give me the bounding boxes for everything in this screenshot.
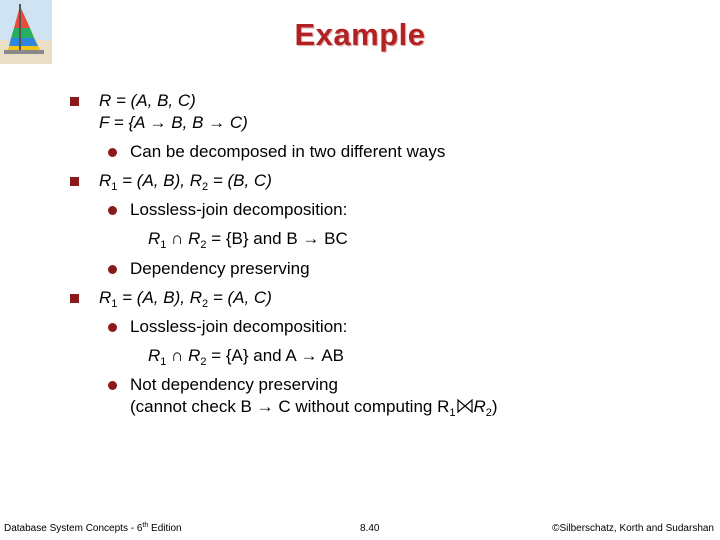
cannot-check-note: (cannot check B → C without computing $R_1$ $R_2$) [130, 397, 498, 419]
bullet-circle [108, 148, 117, 157]
bullet-circle [108, 381, 117, 390]
lossless-join-label: Lossless-join decomposition: [130, 200, 348, 219]
relation-schema: R = (A, B, C) [99, 91, 196, 110]
decomposition-1: $R_1 = (A$, B), $R_2 = (B$, C) [99, 171, 272, 193]
footer-course: Database System Concepts - 6th Edition [4, 522, 182, 534]
natural-join-icon [456, 398, 474, 414]
decomposition-note: Can be decomposed in two different ways [130, 142, 446, 161]
lossless-join-label: Lossless-join decomposition: [130, 317, 348, 336]
intersection-expression: $R_1$ ∩ $R_2 = \{A\}$ and A → AB [148, 346, 345, 368]
bullet-circle [108, 265, 117, 274]
bullet-square [70, 177, 79, 186]
footer-copyright: ©Silberschatz, Korth and Sudarshan [552, 523, 714, 534]
bullet-square [70, 97, 79, 106]
intersection-expression: $R_1$ ∩ $R_2 = \{B\}$ and B → BC [148, 229, 348, 251]
dependency-preserving-label: Dependency preserving [130, 259, 310, 278]
bullet-square [70, 294, 79, 303]
bullet-circle [108, 323, 117, 332]
bullet-circle [108, 206, 117, 215]
not-dependency-preserving-label: Not dependency preserving [130, 375, 338, 394]
decomposition-2: $R_1 = (A$, B), $R_2 = (A$, C) [99, 288, 272, 310]
functional-dependencies: F = {A → B, B → C) [99, 113, 248, 132]
slide-title: Example [294, 17, 426, 52]
footer-page-number: 8.40 [360, 523, 380, 534]
